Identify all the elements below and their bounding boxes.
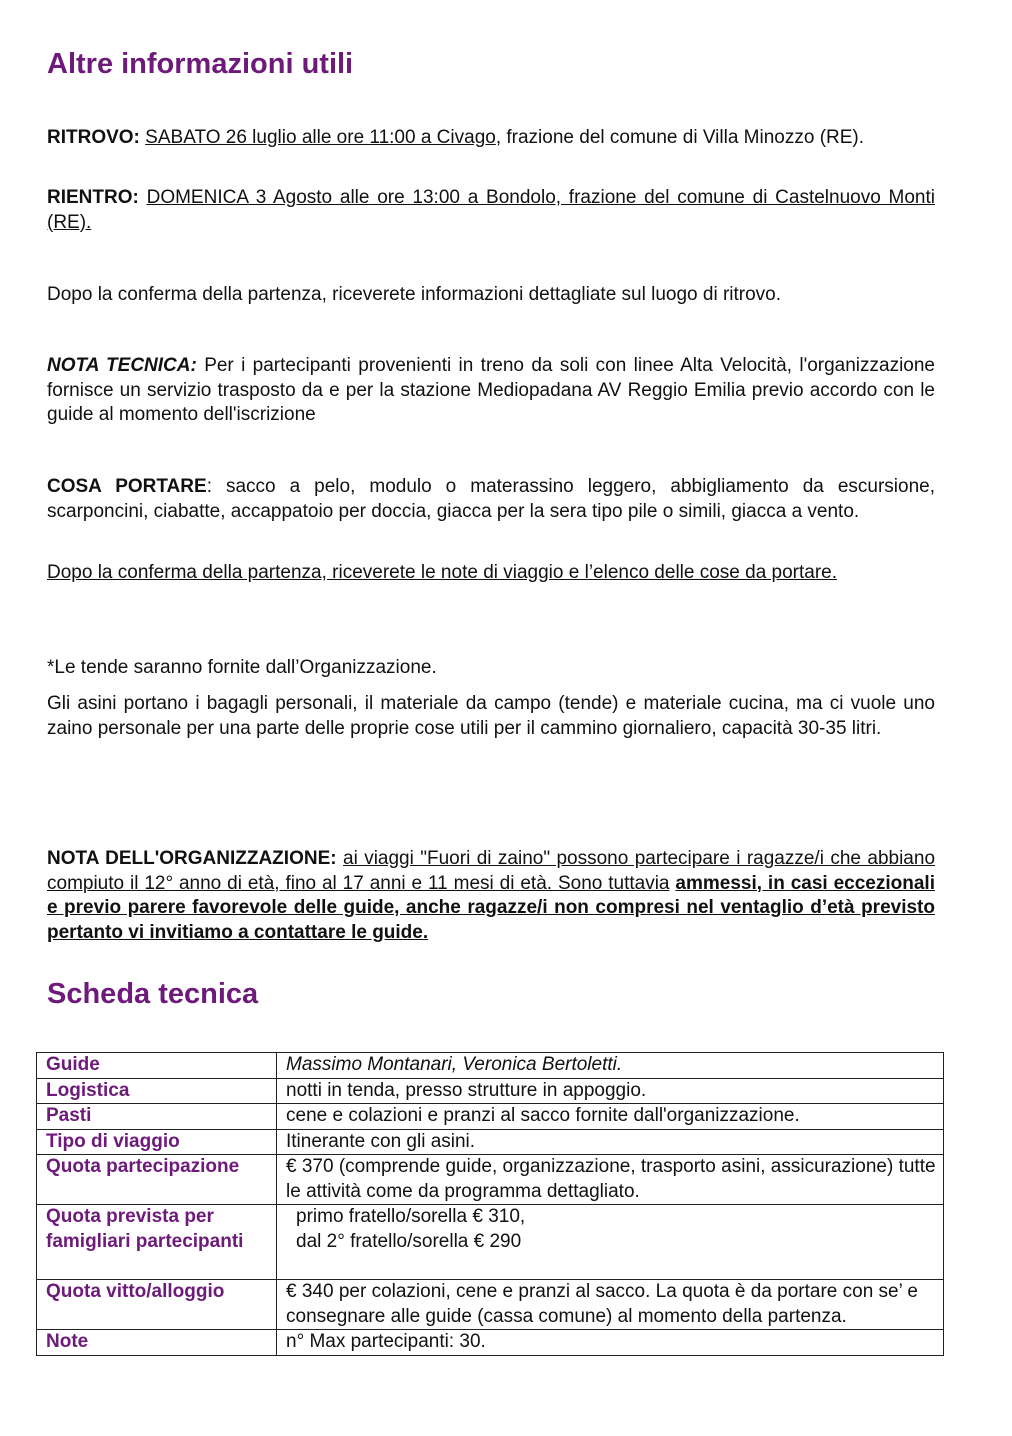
table-row	[37, 1330, 944, 1356]
table-row	[37, 1155, 944, 1205]
table-row	[37, 1053, 944, 1079]
row-value: Itinerante con gli asini.	[277, 1129, 944, 1155]
row-key: Quota prevista per famigliari partecipanti	[37, 1205, 277, 1280]
asini-paragraph: Gli asini portano i bagagli personali, il materiale da campo (tende) e materiale cucina, ma ci vuole uno zaino personale per una parte delle proprie cose utili per il cammino giornaliero, capacità 30-35 litri.	[47, 693, 935, 739]
row-value	[277, 1205, 944, 1280]
nota-organizzazione-paragraph	[47, 847, 935, 945]
ritrovo-date: SABATO 26 luglio alle ore 11:00 a Civago	[145, 127, 496, 148]
row-value: notti in tenda, presso strutture in appoggio.	[277, 1078, 944, 1104]
row-value: Massimo Montanari, Veronica Bertoletti.	[277, 1053, 944, 1079]
row-value: € 340 per colazioni, cene e pranzi al sacco. La quota è da portare con se’ e consegnare alle guide (cassa comune) al momento della partenza.	[277, 1280, 944, 1330]
table-row	[37, 1205, 944, 1280]
nota-organizzazione-text: ai viaggi "Fuori di zaino" possono partecipare i ragazze/i che abbiano compiuto il 12° anno di età, fino al 17 anni e 11 mesi di età. Sono tuttavia	[47, 848, 936, 894]
cosa-portare-label: COSA PORTARE	[47, 476, 207, 497]
conferma-paragraph: Dopo la conferma della partenza, riceverete informazioni dettagliate sul luogo di ritrovo.	[47, 284, 782, 305]
row-key: Quota vitto/alloggio	[37, 1280, 277, 1330]
nota-tecnica-paragraph	[47, 354, 935, 428]
table-row	[37, 1104, 944, 1130]
table-row	[37, 1129, 944, 1155]
row-key: Quota partecipazione	[37, 1155, 277, 1205]
page-title: Altre informazioni utili	[47, 48, 354, 80]
nota-tecnica-label: NOTA TECNICA:	[47, 355, 197, 376]
row-key: Note	[37, 1330, 277, 1356]
row-key: Logistica	[37, 1078, 277, 1104]
cosa-portare-note: Dopo la conferma della partenza, riceverete le note di viaggio e l’elenco delle cose da portare.	[47, 562, 838, 583]
row-value: n° Max partecipanti: 30.	[277, 1330, 944, 1356]
row-key: Guide	[37, 1053, 277, 1079]
technical-sheet-table	[36, 1052, 944, 1356]
nota-organizzazione-label: NOTA DELL'ORGANIZZAZIONE:	[47, 848, 337, 869]
rientro-paragraph	[47, 186, 935, 235]
famigliari-line-2: dal 2° fratello/sorella € 290	[296, 1230, 522, 1252]
cosa-portare-text: : sacco a pelo, modulo o materassino leggero, abbigliamento da escursione, scarponcini, ciabatte, accappatoio per doccia, giacca per la sera tipo pile o simili, giacca a vento.	[47, 476, 936, 522]
row-value: cene e colazioni e pranzi al sacco fornite dall'organizzazione.	[277, 1104, 944, 1130]
famigliari-line-1: primo fratello/sorella € 310,	[296, 1206, 526, 1227]
ritrovo-paragraph	[47, 126, 935, 151]
row-key: Pasti	[37, 1104, 277, 1130]
table-row	[37, 1078, 944, 1104]
row-key: Tipo di viaggio	[37, 1129, 277, 1155]
cosa-portare-paragraph	[47, 475, 935, 524]
table-row	[37, 1280, 944, 1330]
tende-note: *Le tende saranno fornite dall’Organizzazione.	[47, 657, 437, 678]
ritrovo-rest: , frazione del comune di Villa Minozzo (RE).	[495, 127, 865, 148]
section-title-scheda: Scheda tecnica	[47, 978, 259, 1010]
nota-organizzazione-bold-text: ammessi, in casi eccezionali e previo parere favorevole delle guide, anche ragazze/i non compresi nel ventaglio d’età previsto pertanto vi invitiamo a contattare le guide.	[47, 872, 935, 943]
row-value: € 370 (comprende guide, organizzazione, trasporto asini, assicurazione) tutte le attività come da programma dettagliato.	[277, 1155, 944, 1205]
nota-tecnica-text: Per i partecipanti provenienti in treno da soli con linee Alta Velocità, l'organizzazione fornisce un servizio trasposto da e per la stazione Mediopadana AV Reggio Emilia previo accordo con le guide al momento dell'iscrizione	[47, 355, 936, 425]
rientro-date: DOMENICA 3 Agosto alle ore 13:00 a Bondolo, frazione del comune di Castelnuovo Monti (RE).	[47, 187, 936, 233]
rientro-label: RIENTRO:	[47, 187, 139, 208]
ritrovo-label: RITROVO:	[47, 127, 140, 148]
